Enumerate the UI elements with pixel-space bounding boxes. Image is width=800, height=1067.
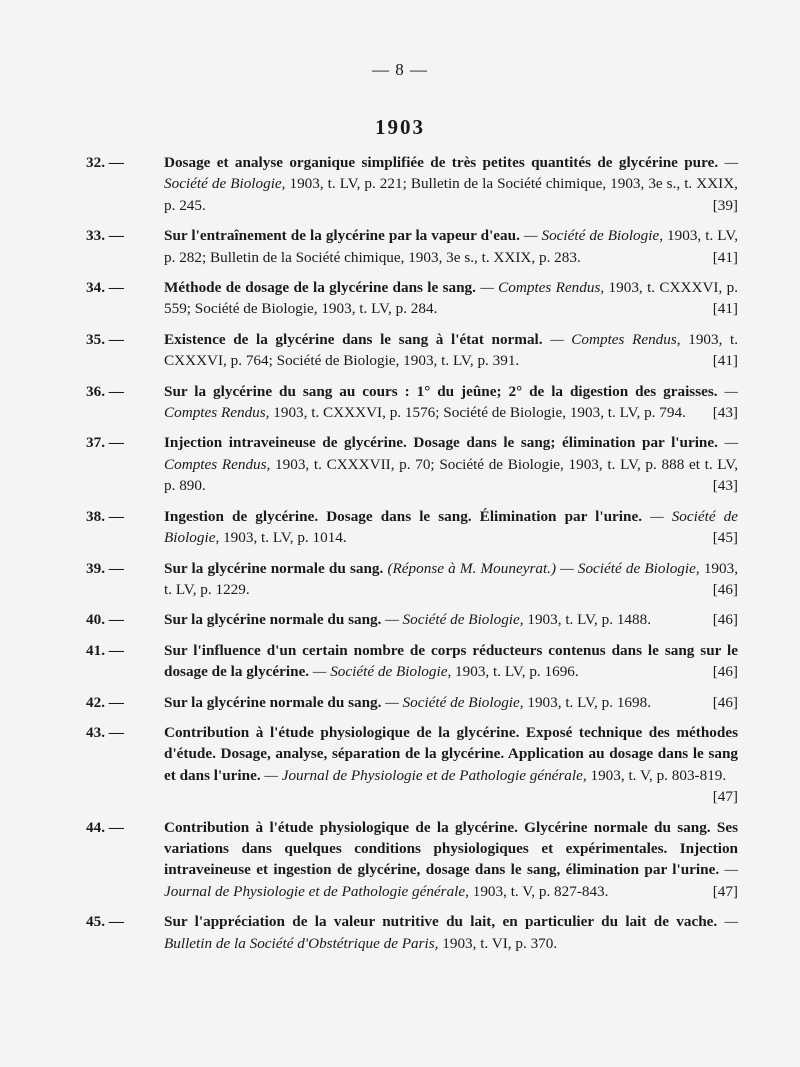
bibliography-list	[86, 152, 738, 963]
entry-number: 40. —	[86, 611, 124, 629]
entry-publication: — Comptes Rendus,	[550, 330, 681, 348]
entry-page-ref: [39]	[712, 196, 738, 214]
bibliography-entry	[86, 432, 738, 496]
entry-page-ref: [46]	[712, 580, 738, 598]
entry-page-ref: [41]	[712, 300, 738, 318]
entry-title: Contribution à l'étude physiologique de la glycérine. Exposé technique des méthodes d'étude. Dosage, analyse, séparation de la glycérine. Application au dosage dans le sang et dans l'urine.	[164, 723, 738, 784]
entry-title: Contribution à l'étude physiologique de la glycérine. Glycérine normale du sang. Ses variations dans quelques conditions physiologiques et expérimentales. Injection intraveineuse et ingestion de glycérine, dosage dans le sang, élimination par l'urine.	[164, 818, 738, 879]
entry-citation: 1903, t. CXXXVII, p. 70; Société de Biologie, 1903, t. LV, p. 888 et t. LV, p. 890.	[164, 455, 738, 495]
entry-title: Sur la glycérine normale du sang.	[164, 693, 382, 711]
entry-page-ref: [46]	[712, 693, 738, 711]
bibliography-entry	[86, 558, 738, 601]
bibliography-entry	[86, 722, 738, 808]
entry-title: Sur l'influence d'un certain nombre de corps réducteurs contenus dans le sang sur le dosage de la glycérine.	[164, 641, 738, 681]
entry-number: 37. —	[86, 434, 124, 452]
entry-citation: 1903, t. LV, p. 1229.	[164, 559, 738, 598]
entry-publication: — Société de Biologie,	[312, 663, 452, 681]
page-number: — 8 —	[372, 60, 428, 79]
bibliography-entry	[86, 692, 738, 713]
bibliography-entry	[86, 225, 738, 268]
entry-citation: 1903, t. V, p. 827-843.	[472, 882, 609, 900]
bibliography-entry	[86, 329, 738, 372]
entry-number: 45. —	[86, 913, 124, 931]
entry-title: Ingestion de glycérine. Dosage dans le sang. Élimination par l'urine.	[164, 507, 643, 525]
entry-number: 32. —	[86, 154, 124, 171]
entry-number: 38. —	[86, 507, 124, 525]
entry-publication: — Comptes Rendus,	[480, 279, 605, 297]
entry-title: Sur la glycérine normale du sang.	[164, 559, 384, 577]
entry-citation: 1903, t. LV, p. 1698.	[527, 693, 651, 711]
entry-citation: 1903, t. LV, p. 1014.	[223, 529, 347, 547]
entry-page-ref: [43]	[712, 477, 738, 495]
entry-publication: — Journal de Physiologie et de Pathologie générale,	[164, 861, 738, 900]
entry-number: 35. —	[86, 330, 124, 348]
bibliography-entry	[86, 381, 738, 424]
entry-number: 42. —	[86, 693, 124, 711]
entry-title: Injection intraveineuse de glycérine. Dosage dans le sang; élimination par l'urine.	[164, 434, 718, 452]
entry-title: Existence de la glycérine dans le sang à l'état normal.	[164, 330, 543, 348]
entry-publication: — Société de Biologie,	[385, 611, 524, 629]
entry-page-ref: [46]	[712, 663, 738, 681]
entry-publication: — Société de Biologie,	[523, 227, 663, 245]
entry-page-ref: [45]	[712, 529, 738, 547]
entry-citation: 1903, t. LV, p. 282; Bulletin de la Société chimique, 1903, 3e s., t. XXIX, p. 283.	[164, 227, 738, 266]
entry-publication: — Comptes Rendus,	[164, 382, 739, 422]
entry-number: 33. —	[86, 227, 124, 245]
entry-page-ref: [43]	[712, 404, 738, 422]
entry-number: 44. —	[86, 818, 124, 836]
entry-publication: — Société de Biologie,	[164, 154, 738, 193]
entry-page-ref: [41]	[712, 352, 738, 370]
entry-number: 39. —	[86, 559, 124, 577]
bibliography-entry	[86, 506, 738, 549]
entry-title: Sur la glycérine normale du sang.	[164, 611, 382, 629]
entry-citation: 1903, t. V, p. 803-819.	[590, 766, 727, 784]
entry-citation: 1903, t. CXXXVI, p. 1576; Société de Biologie, 1903, t. LV, p. 794.	[273, 404, 686, 422]
entry-publication: — Journal de Physiologie et de Pathologie générale,	[264, 766, 587, 784]
entry-citation: 1903, t. CXXXVI, p. 764; Société de Biologie, 1903, t. LV, p. 391.	[164, 330, 739, 370]
entry-publication: — Comptes Rendus,	[164, 434, 739, 473]
entry-number: 43. —	[86, 723, 124, 741]
entry-publication: — Bulletin de la Société d'Obstétrique de Paris,	[164, 913, 739, 952]
entry-citation: 1903, t. LV, p. 1696.	[455, 663, 579, 681]
entry-page-ref: [47]	[712, 882, 738, 900]
entry-page-ref: [41]	[712, 248, 738, 266]
entry-title: Sur la glycérine du sang au cours : 1° du jeûne; 2° de la digestion des graisses.	[164, 382, 718, 400]
entry-page-ref: [47]	[712, 788, 738, 806]
entry-publication: (Réponse à M. Mouneyrat.) — Société de Biologie,	[387, 559, 700, 577]
entry-number: 34. —	[86, 279, 124, 297]
entry-number: 36. —	[86, 382, 124, 400]
year-heading: 1903	[375, 115, 425, 139]
entry-citation: 1903, t. VI, p. 370.	[442, 934, 558, 952]
bibliography-entry	[86, 609, 738, 630]
entry-citation: 1903, t. CXXXVI, p. 559; Société de Biologie, 1903, t. LV, p. 284.	[164, 279, 739, 318]
bibliography-entry	[86, 817, 738, 903]
bibliography-entry	[86, 640, 738, 683]
bibliography-entry	[86, 911, 738, 954]
entry-publication: — Société de Biologie,	[164, 507, 738, 547]
entry-citation: 1903, t. LV, p. 221; Bulletin de la Société chimique, 1903, 3e s., t. XXIX, p. 245.	[164, 175, 738, 214]
entry-title: Dosage et analyse organique simplifiée de très petites quantités de glycérine pure.	[164, 154, 719, 171]
bibliography-entry	[86, 152, 738, 216]
entry-number: 41. —	[86, 641, 124, 659]
entry-title: Méthode de dosage de la glycérine dans le sang.	[164, 279, 476, 297]
entry-citation: 1903, t. LV, p. 1488.	[527, 611, 651, 629]
entry-title: Sur l'entraînement de la glycérine par la vapeur d'eau.	[164, 227, 520, 245]
entry-page-ref: [46]	[712, 611, 738, 629]
bibliography-entry	[86, 277, 738, 320]
entry-publication: — Société de Biologie,	[385, 693, 524, 711]
entry-title: Sur l'appréciation de la valeur nutritive du lait, en particulier du lait de vache.	[164, 913, 718, 931]
